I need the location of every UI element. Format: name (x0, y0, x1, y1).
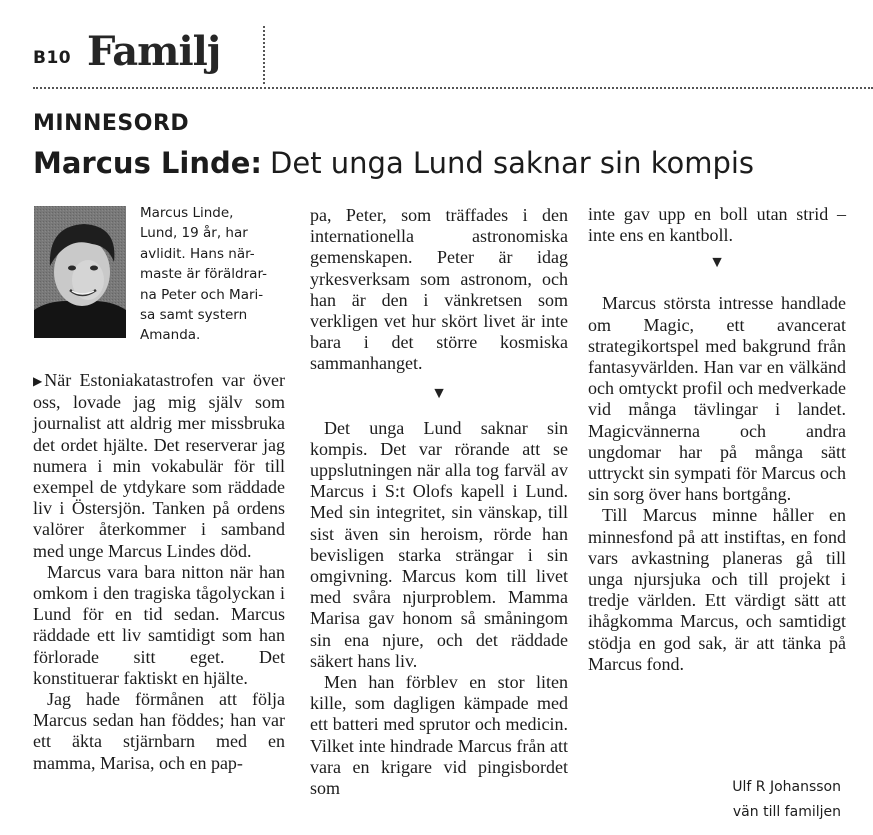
caption-line: Amanda. (140, 327, 201, 344)
author-name: Ulf R Johansson (732, 779, 841, 795)
headline-name: Marcus Linde: (33, 146, 263, 180)
section-title: Familj (87, 28, 221, 75)
header-divider-horizontal (33, 87, 873, 89)
page-number: B10 (33, 48, 72, 68)
author-role: vän till familjen (732, 804, 841, 820)
paragraph: Marcus vara bara nitton när han omkom i den tragiska tågolyckan i Lund för en tid sedan. Marcus räddade ett liv samtidigt som han förlorade sitt eget. Det konstituerar faktiskt en hjälte. (33, 561, 285, 688)
caption-line: na Peter och Mari- (140, 286, 264, 303)
author-signature (716, 775, 841, 825)
paragraph: Marcus största intresse handlade om Magic, ett avancerat strategikortspel med bakgrund från fantasyvärlden. Han var en välkänd och omtyckt profil och medverkade vid många tävlingar i landet. Magicvännerna och andra ungdomar har på många sätt uttryckt sin sympati för Marcus och sin sorg över hans bortgång. (588, 293, 846, 505)
paragraph (33, 370, 285, 562)
paragraph-text: När Estoniakatastrofen var över oss, lovade jag mig själv som journalist att aldrig mer missbruka det ordet hjälte. Det reserverar jag numera i min vokabulär för till exempel de ytdykare som räddade liv i Östersjön. Tanken på ordens valörer återkommer i samband med unge Marcus Lindes död. (33, 370, 285, 561)
paragraph: Till Marcus minne håller en minnesfond på att instiftas, en fond vars avkastning planeras gå till unga njursjuka och till projekt i tredje världen. Ett värdigt sätt att ihågkomma Marcus, och samtidigt stödja en god sak, är att tänka på Marcus fond. (588, 505, 846, 674)
page-header (33, 26, 873, 82)
section-divider-triangle-icon: ▼ (709, 254, 725, 272)
article-kicker: MINNESORD (33, 111, 190, 136)
paragraph: Men han förblev en stor liten kille, som dagligen kämpade med ett batteri med sprutor och medicin. Vilket inte hindrade Marcus från att vara en krigare vid pingisbordet som (310, 672, 568, 799)
caption-line: Lund, 19 år, har (140, 225, 248, 242)
caption-line: sa samt systern (140, 307, 248, 324)
portrait-photo (34, 206, 126, 338)
paragraph: pa, Peter, som träffades i den internationella astronomiska gemenskapen. Peter är idag yrkesverksam som astronom, och han är den i vänkretsen som verkligen vet hur skört livet är inte bara i det större kosmiska sammanhanget. (310, 205, 568, 374)
caption-line: avlidit. Hans när- (140, 245, 255, 262)
caption-line: Marcus Linde, (140, 205, 234, 221)
paragraph: inte gav upp en boll utan strid – inte ens en kantboll. (588, 204, 846, 246)
photo-caption (140, 203, 278, 346)
paragraph: Jag hade förmånen att följa Marcus sedan han föddes; han var ett äkta stjärnbarn med en mamma, Marisa, och en pap- (33, 689, 285, 773)
paragraph: Det unga Lund saknar sin kompis. Det var rörande att se uppslutningen när alla tog farväl av Marcus i S:t Olofs kapell i Lund. Med sin integritet, sin vänskap, till sist även sin heroism, rörde han bevisligen starka strängar i sin omgivning. Marcus kom till livet med svåra njurproblem. Mamma Marisa gav honom så småningom sin ena njure, och det räddade säkert hans liv. (310, 417, 568, 671)
article-headline (33, 146, 754, 180)
start-arrow-icon: ▶ (33, 374, 43, 388)
text-column-3 (588, 204, 846, 675)
caption-line: maste är föräldrar- (140, 266, 267, 283)
text-column-1 (33, 370, 285, 774)
section-divider-triangle-icon: ▼ (431, 384, 447, 402)
headline-text: Det unga Lund saknar sin kompis (270, 146, 755, 180)
text-column-2 (310, 205, 568, 799)
header-divider-vertical (263, 26, 265, 84)
